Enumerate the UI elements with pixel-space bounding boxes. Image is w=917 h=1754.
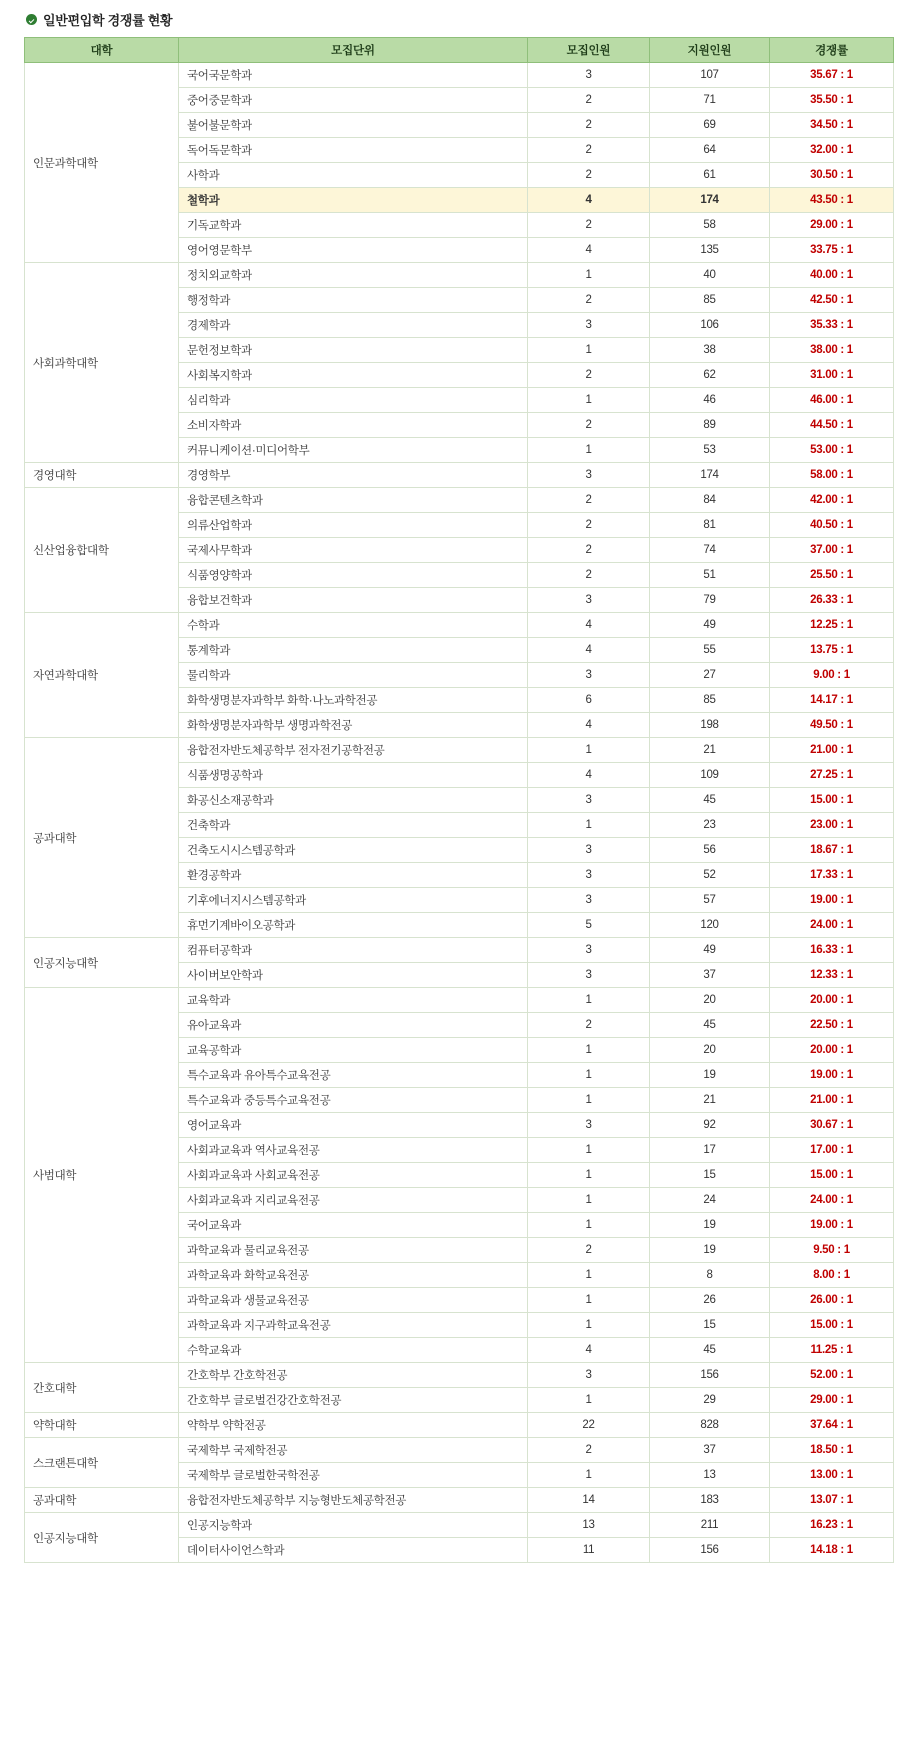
cell-applicants: 109: [650, 763, 770, 788]
cell-ratio: 11.25 : 1: [770, 1338, 894, 1363]
cell-ratio: 26.33 : 1: [770, 588, 894, 613]
cell-quota: 3: [528, 838, 650, 863]
cell-quota: 1: [528, 1388, 650, 1413]
cell-applicants: 51: [650, 563, 770, 588]
table-row: [25, 1363, 894, 1388]
cell-unit: 간호학부 글로벌건강간호학전공: [179, 1388, 528, 1413]
cell-applicants: 37: [650, 963, 770, 988]
cell-applicants: 92: [650, 1113, 770, 1138]
cell-quota: 4: [528, 638, 650, 663]
table-row: [25, 488, 894, 513]
cell-quota: 2: [528, 1438, 650, 1463]
cell-applicants: 135: [650, 238, 770, 263]
cell-unit: 중어중문학과: [179, 88, 528, 113]
cell-unit: 특수교육과 중등특수교육전공: [179, 1088, 528, 1113]
cell-quota: 3: [528, 663, 650, 688]
cell-applicants: 53: [650, 438, 770, 463]
cell-quota: 1: [528, 1088, 650, 1113]
cell-university: 신산업융합대학: [25, 488, 179, 613]
cell-unit: 융합콘텐츠학과: [179, 488, 528, 513]
cell-unit: 수학과: [179, 613, 528, 638]
cell-unit: 영어교육과: [179, 1113, 528, 1138]
cell-ratio: 37.64 : 1: [770, 1413, 894, 1438]
column-header-unit: 모집단위: [179, 38, 528, 63]
page-title-text: 일반편입학 경쟁률 현황: [43, 13, 173, 28]
cell-quota: 1: [528, 1313, 650, 1338]
cell-unit: 사회과교육과 역사교육전공: [179, 1138, 528, 1163]
cell-ratio: 49.50 : 1: [770, 713, 894, 738]
cell-quota: 2: [528, 363, 650, 388]
cell-unit: 휴먼기계바이오공학과: [179, 913, 528, 938]
cell-ratio: 35.33 : 1: [770, 313, 894, 338]
cell-applicants: 8: [650, 1263, 770, 1288]
cell-unit: 컴퓨터공학과: [179, 938, 528, 963]
cell-applicants: 19: [650, 1238, 770, 1263]
cell-applicants: 21: [650, 1088, 770, 1113]
cell-ratio: 9.00 : 1: [770, 663, 894, 688]
cell-ratio: 12.33 : 1: [770, 963, 894, 988]
cell-quota: 2: [528, 413, 650, 438]
cell-unit: 데이터사이언스학과: [179, 1538, 528, 1563]
cell-ratio: 24.00 : 1: [770, 1188, 894, 1213]
cell-ratio: 26.00 : 1: [770, 1288, 894, 1313]
cell-applicants: 74: [650, 538, 770, 563]
cell-quota: 22: [528, 1413, 650, 1438]
cell-university: 인문과학대학: [25, 63, 179, 263]
cell-university: 자연과학대학: [25, 613, 179, 738]
cell-unit: 환경공학과: [179, 863, 528, 888]
cell-quota: 1: [528, 1063, 650, 1088]
cell-quota: 2: [528, 1013, 650, 1038]
cell-unit: 국어국문학과: [179, 63, 528, 88]
cell-quota: 1: [528, 813, 650, 838]
cell-ratio: 14.18 : 1: [770, 1538, 894, 1563]
cell-unit: 융합보건학과: [179, 588, 528, 613]
cell-applicants: 45: [650, 1338, 770, 1363]
cell-ratio: 40.50 : 1: [770, 513, 894, 538]
cell-ratio: 15.00 : 1: [770, 788, 894, 813]
cell-quota: 3: [528, 1113, 650, 1138]
cell-applicants: 211: [650, 1513, 770, 1538]
cell-ratio: 8.00 : 1: [770, 1263, 894, 1288]
cell-quota: 1: [528, 1288, 650, 1313]
cell-ratio: 31.00 : 1: [770, 363, 894, 388]
table-header-row: [25, 38, 894, 63]
cell-ratio: 44.50 : 1: [770, 413, 894, 438]
cell-ratio: 52.00 : 1: [770, 1363, 894, 1388]
cell-ratio: 17.00 : 1: [770, 1138, 894, 1163]
cell-ratio: 29.00 : 1: [770, 213, 894, 238]
cell-applicants: 23: [650, 813, 770, 838]
cell-ratio: 19.00 : 1: [770, 1063, 894, 1088]
cell-unit: 사이버보안학과: [179, 963, 528, 988]
cell-ratio: 13.00 : 1: [770, 1463, 894, 1488]
cell-quota: 4: [528, 188, 650, 213]
cell-applicants: 55: [650, 638, 770, 663]
cell-ratio: 19.00 : 1: [770, 1213, 894, 1238]
cell-quota: 1: [528, 1038, 650, 1063]
table-row: [25, 988, 894, 1013]
cell-unit: 교육공학과: [179, 1038, 528, 1063]
cell-applicants: 52: [650, 863, 770, 888]
cell-quota: 5: [528, 913, 650, 938]
cell-unit: 식품생명공학과: [179, 763, 528, 788]
cell-applicants: 29: [650, 1388, 770, 1413]
cell-applicants: 56: [650, 838, 770, 863]
cell-unit: 과학교육과 화학교육전공: [179, 1263, 528, 1288]
cell-quota: 2: [528, 88, 650, 113]
cell-unit: 물리학과: [179, 663, 528, 688]
cell-unit: 수학교육과: [179, 1338, 528, 1363]
cell-university: 공과대학: [25, 738, 179, 938]
cell-applicants: 21: [650, 738, 770, 763]
cell-university: 사회과학대학: [25, 263, 179, 463]
cell-applicants: 40: [650, 263, 770, 288]
cell-unit: 사회복지학과: [179, 363, 528, 388]
cell-applicants: 62: [650, 363, 770, 388]
cell-unit: 문헌정보학과: [179, 338, 528, 363]
cell-ratio: 22.50 : 1: [770, 1013, 894, 1038]
cell-quota: 3: [528, 788, 650, 813]
cell-ratio: 24.00 : 1: [770, 913, 894, 938]
cell-unit: 영어영문학부: [179, 238, 528, 263]
cell-ratio: 16.33 : 1: [770, 938, 894, 963]
cell-applicants: 20: [650, 1038, 770, 1063]
table-row: [25, 1413, 894, 1438]
cell-quota: 2: [528, 538, 650, 563]
cell-quota: 2: [528, 563, 650, 588]
cell-ratio: 17.33 : 1: [770, 863, 894, 888]
cell-unit: 불어불문학과: [179, 113, 528, 138]
cell-unit: 식품영양학과: [179, 563, 528, 588]
cell-quota: 1: [528, 338, 650, 363]
cell-applicants: 79: [650, 588, 770, 613]
cell-applicants: 198: [650, 713, 770, 738]
cell-applicants: 20: [650, 988, 770, 1013]
cell-quota: 3: [528, 963, 650, 988]
column-header-ratio: 경쟁률: [770, 38, 894, 63]
cell-unit: 사회과교육과 지리교육전공: [179, 1188, 528, 1213]
cell-quota: 1: [528, 988, 650, 1013]
cell-unit: 기독교학과: [179, 213, 528, 238]
cell-quota: 3: [528, 588, 650, 613]
cell-ratio: 58.00 : 1: [770, 463, 894, 488]
cell-ratio: 20.00 : 1: [770, 988, 894, 1013]
cell-quota: 1: [528, 1213, 650, 1238]
cell-university: 인공지능대학: [25, 938, 179, 988]
cell-applicants: 183: [650, 1488, 770, 1513]
cell-university: 인공지능대학: [25, 1513, 179, 1563]
table-row: [25, 1488, 894, 1513]
cell-unit: 경영학부: [179, 463, 528, 488]
cell-applicants: 156: [650, 1363, 770, 1388]
cell-applicants: 45: [650, 788, 770, 813]
cell-quota: 3: [528, 888, 650, 913]
cell-quota: 1: [528, 738, 650, 763]
cell-quota: 4: [528, 713, 650, 738]
cell-unit: 통계학과: [179, 638, 528, 663]
cell-applicants: 106: [650, 313, 770, 338]
cell-unit: 국제학부 글로벌한국학전공: [179, 1463, 528, 1488]
cell-quota: 4: [528, 238, 650, 263]
cell-unit: 약학부 약학전공: [179, 1413, 528, 1438]
cell-quota: 2: [528, 488, 650, 513]
cell-unit: 과학교육과 지구과학교육전공: [179, 1313, 528, 1338]
cell-unit: 소비자학과: [179, 413, 528, 438]
table-row: [25, 63, 894, 88]
table-body: [25, 63, 894, 1563]
cell-applicants: 26: [650, 1288, 770, 1313]
cell-university: 공과대학: [25, 1488, 179, 1513]
cell-ratio: 30.67 : 1: [770, 1113, 894, 1138]
cell-ratio: 16.23 : 1: [770, 1513, 894, 1538]
cell-applicants: 24: [650, 1188, 770, 1213]
cell-unit: 독어독문학과: [179, 138, 528, 163]
cell-ratio: 32.00 : 1: [770, 138, 894, 163]
cell-applicants: 61: [650, 163, 770, 188]
cell-applicants: 27: [650, 663, 770, 688]
cell-applicants: 49: [650, 613, 770, 638]
cell-unit: 의류산업학과: [179, 513, 528, 538]
cell-ratio: 53.00 : 1: [770, 438, 894, 463]
cell-unit: 간호학부 간호학전공: [179, 1363, 528, 1388]
cell-quota: 1: [528, 1263, 650, 1288]
cell-applicants: 46: [650, 388, 770, 413]
cell-ratio: 33.75 : 1: [770, 238, 894, 263]
cell-applicants: 69: [650, 113, 770, 138]
cell-ratio: 42.50 : 1: [770, 288, 894, 313]
cell-ratio: 21.00 : 1: [770, 738, 894, 763]
table-row: [25, 1438, 894, 1463]
competition-ratio-table: [24, 37, 894, 1563]
cell-unit: 기후에너지시스템공학과: [179, 888, 528, 913]
cell-applicants: 19: [650, 1063, 770, 1088]
cell-unit: 철학과: [179, 188, 528, 213]
table-row: [25, 263, 894, 288]
cell-applicants: 84: [650, 488, 770, 513]
cell-ratio: 9.50 : 1: [770, 1238, 894, 1263]
cell-ratio: 20.00 : 1: [770, 1038, 894, 1063]
cell-applicants: 15: [650, 1313, 770, 1338]
cell-applicants: 71: [650, 88, 770, 113]
table-header: [25, 38, 894, 63]
cell-applicants: 89: [650, 413, 770, 438]
cell-quota: 1: [528, 1163, 650, 1188]
cell-applicants: 57: [650, 888, 770, 913]
table-row: [25, 1513, 894, 1538]
cell-quota: 6: [528, 688, 650, 713]
cell-applicants: 174: [650, 188, 770, 213]
cell-unit: 과학교육과 생물교육전공: [179, 1288, 528, 1313]
cell-unit: 인공지능학과: [179, 1513, 528, 1538]
cell-quota: 3: [528, 938, 650, 963]
cell-applicants: 120: [650, 913, 770, 938]
cell-quota: 3: [528, 63, 650, 88]
cell-quota: 2: [528, 213, 650, 238]
cell-university: 경영대학: [25, 463, 179, 488]
cell-applicants: 37: [650, 1438, 770, 1463]
cell-ratio: 13.07 : 1: [770, 1488, 894, 1513]
cell-unit: 화학생명분자과학부 화학·나노과학전공: [179, 688, 528, 713]
cell-quota: 2: [528, 163, 650, 188]
cell-ratio: 40.00 : 1: [770, 263, 894, 288]
cell-unit: 커뮤니케이션·미디어학부: [179, 438, 528, 463]
cell-applicants: 64: [650, 138, 770, 163]
column-header-quota: 모집인원: [528, 38, 650, 63]
cell-ratio: 13.75 : 1: [770, 638, 894, 663]
cell-quota: 3: [528, 313, 650, 338]
cell-ratio: 30.50 : 1: [770, 163, 894, 188]
cell-quota: 1: [528, 1138, 650, 1163]
cell-unit: 국어교육과: [179, 1213, 528, 1238]
cell-applicants: 174: [650, 463, 770, 488]
cell-quota: 3: [528, 863, 650, 888]
cell-ratio: 46.00 : 1: [770, 388, 894, 413]
cell-quota: 2: [528, 288, 650, 313]
cell-unit: 사학과: [179, 163, 528, 188]
cell-quota: 1: [528, 1463, 650, 1488]
cell-applicants: 49: [650, 938, 770, 963]
cell-university: 사범대학: [25, 988, 179, 1363]
cell-applicants: 13: [650, 1463, 770, 1488]
cell-unit: 정치외교학과: [179, 263, 528, 288]
cell-applicants: 828: [650, 1413, 770, 1438]
cell-ratio: 18.67 : 1: [770, 838, 894, 863]
cell-quota: 3: [528, 1363, 650, 1388]
cell-quota: 1: [528, 438, 650, 463]
cell-unit: 융합전자반도체공학부 지능형반도체공학전공: [179, 1488, 528, 1513]
cell-applicants: 38: [650, 338, 770, 363]
cell-ratio: 14.17 : 1: [770, 688, 894, 713]
cell-quota: 14: [528, 1488, 650, 1513]
cell-unit: 건축도시시스템공학과: [179, 838, 528, 863]
cell-ratio: 15.00 : 1: [770, 1313, 894, 1338]
cell-ratio: 43.50 : 1: [770, 188, 894, 213]
column-header-university: 대학: [25, 38, 179, 63]
cell-applicants: 107: [650, 63, 770, 88]
cell-applicants: 85: [650, 288, 770, 313]
cell-quota: 4: [528, 1338, 650, 1363]
cell-unit: 국제학부 국제학전공: [179, 1438, 528, 1463]
cell-unit: 심리학과: [179, 388, 528, 413]
cell-quota: 2: [528, 1238, 650, 1263]
cell-unit: 행정학과: [179, 288, 528, 313]
cell-university: 약학대학: [25, 1413, 179, 1438]
cell-unit: 특수교육과 유아특수교육전공: [179, 1063, 528, 1088]
column-header-applicants: 지원인원: [650, 38, 770, 63]
cell-quota: 13: [528, 1513, 650, 1538]
cell-ratio: 23.00 : 1: [770, 813, 894, 838]
cell-unit: 사회과교육과 사회교육전공: [179, 1163, 528, 1188]
cell-applicants: 81: [650, 513, 770, 538]
cell-university: 스크랜튼대학: [25, 1438, 179, 1488]
cell-quota: 3: [528, 463, 650, 488]
cell-ratio: 35.67 : 1: [770, 63, 894, 88]
cell-ratio: 35.50 : 1: [770, 88, 894, 113]
cell-university: 간호대학: [25, 1363, 179, 1413]
cell-quota: 2: [528, 113, 650, 138]
cell-unit: 과학교육과 물리교육전공: [179, 1238, 528, 1263]
cell-quota: 4: [528, 613, 650, 638]
cell-ratio: 25.50 : 1: [770, 563, 894, 588]
cell-ratio: 34.50 : 1: [770, 113, 894, 138]
cell-ratio: 42.00 : 1: [770, 488, 894, 513]
cell-applicants: 15: [650, 1163, 770, 1188]
page-title: [24, 8, 893, 37]
cell-quota: 1: [528, 388, 650, 413]
table-row: [25, 613, 894, 638]
cell-applicants: 58: [650, 213, 770, 238]
cell-unit: 교육학과: [179, 988, 528, 1013]
cell-quota: 4: [528, 763, 650, 788]
cell-unit: 화공신소재공학과: [179, 788, 528, 813]
cell-ratio: 15.00 : 1: [770, 1163, 894, 1188]
cell-quota: 11: [528, 1538, 650, 1563]
cell-quota: 2: [528, 513, 650, 538]
cell-ratio: 37.00 : 1: [770, 538, 894, 563]
cell-unit: 화학생명분자과학부 생명과학전공: [179, 713, 528, 738]
cell-applicants: 85: [650, 688, 770, 713]
cell-ratio: 18.50 : 1: [770, 1438, 894, 1463]
cell-unit: 건축학과: [179, 813, 528, 838]
table-row: [25, 463, 894, 488]
cell-unit: 유아교육과: [179, 1013, 528, 1038]
check-circle-icon: [26, 14, 37, 25]
cell-applicants: 156: [650, 1538, 770, 1563]
cell-quota: 2: [528, 138, 650, 163]
cell-applicants: 19: [650, 1213, 770, 1238]
cell-applicants: 17: [650, 1138, 770, 1163]
cell-ratio: 21.00 : 1: [770, 1088, 894, 1113]
cell-quota: 1: [528, 263, 650, 288]
cell-ratio: 12.25 : 1: [770, 613, 894, 638]
cell-ratio: 19.00 : 1: [770, 888, 894, 913]
table-row: [25, 938, 894, 963]
cell-ratio: 29.00 : 1: [770, 1388, 894, 1413]
cell-unit: 융합전자반도체공학부 전자전기공학전공: [179, 738, 528, 763]
cell-unit: 국제사무학과: [179, 538, 528, 563]
cell-unit: 경제학과: [179, 313, 528, 338]
cell-applicants: 45: [650, 1013, 770, 1038]
cell-ratio: 38.00 : 1: [770, 338, 894, 363]
cell-ratio: 27.25 : 1: [770, 763, 894, 788]
table-row: [25, 738, 894, 763]
cell-quota: 1: [528, 1188, 650, 1213]
